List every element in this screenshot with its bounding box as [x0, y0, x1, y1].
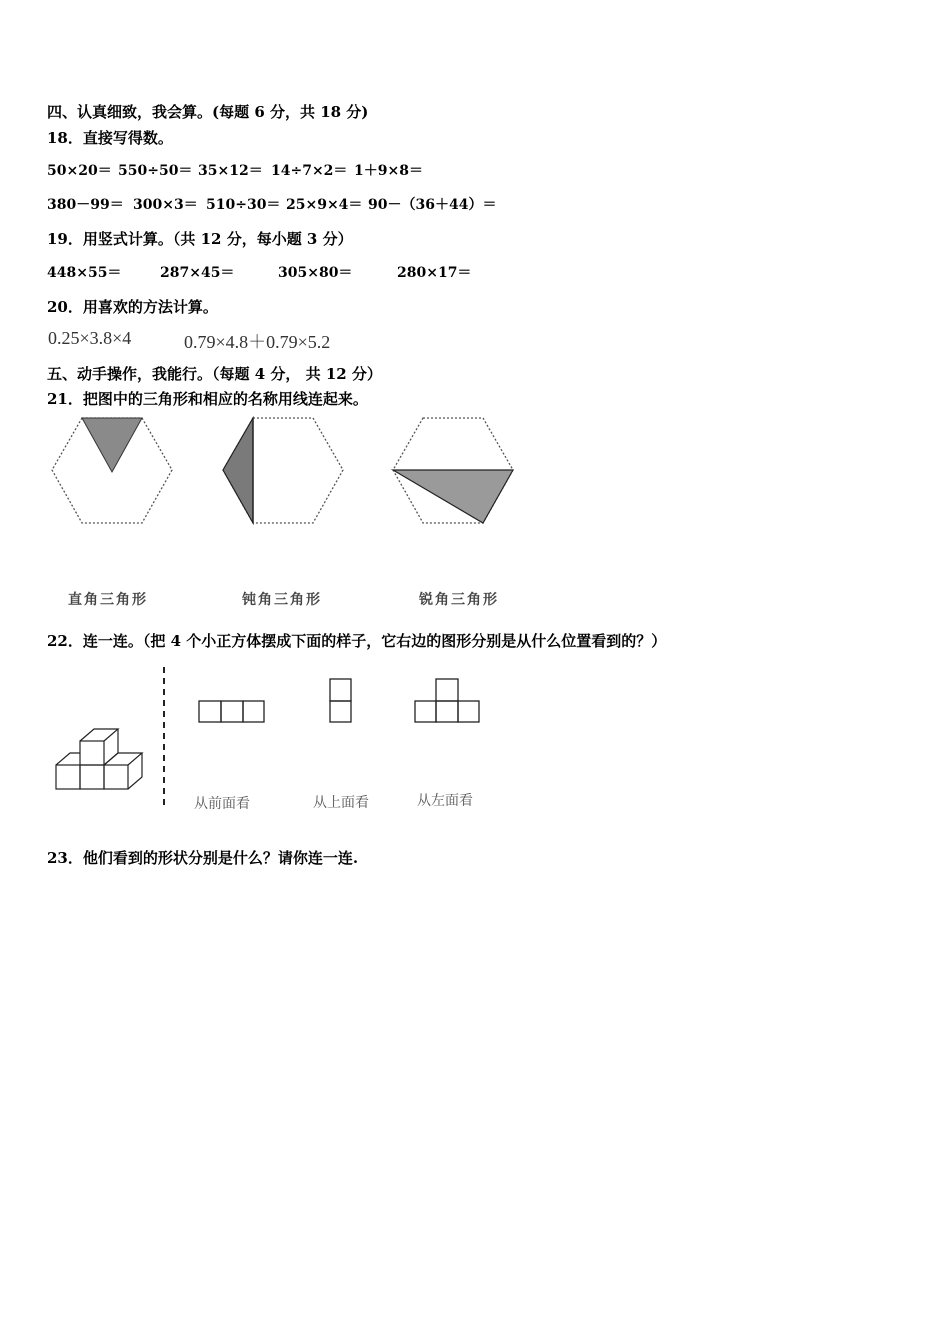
q18-expr: 550÷50＝	[118, 163, 193, 179]
section-5-heading: 五、动手操作，我能行。（每题 4 分， 共 12 分）	[47, 365, 382, 383]
q18-expr: 380－99＝	[47, 197, 124, 213]
top-view-shape	[330, 679, 351, 722]
label-acute-triangle: 锐角三角形	[419, 592, 499, 608]
q19-expr: 448×55＝	[47, 265, 122, 281]
question-19-title: 19．用竖式计算。（共 12 分，每小题 3 分）	[47, 230, 353, 248]
hexagon-figure-acute-center	[52, 418, 172, 523]
question-20-title: 20．用喜欢的方法计算。	[47, 298, 218, 316]
label-front-view: 从前面看	[194, 796, 250, 812]
front-view-shape	[199, 701, 264, 722]
question-21-title: 21．把图中的三角形和相应的名称用线连起来。	[47, 390, 368, 408]
q19-row	[47, 263, 547, 283]
q20-expr: 0.25×3.8×4	[48, 328, 132, 348]
q18-expr: 35×12＝	[198, 163, 263, 179]
label-obtuse-triangle: 钝角三角形	[242, 592, 322, 608]
section-4-heading: 四、认真细致，我会算。(每题 6 分，共 18 分)	[47, 103, 369, 121]
q18-expr: 50×20＝	[47, 163, 112, 179]
q19-expr: 280×17＝	[397, 265, 472, 281]
left-view-shape	[415, 679, 479, 722]
q18-expr: 510÷30＝	[206, 197, 281, 213]
q20-expr: 0.79×4.8＋0.79×5.2	[184, 332, 331, 352]
q18-expr: 1＋9×8＝	[354, 163, 423, 179]
label-right-triangle: 直角三角形	[68, 592, 148, 608]
stacked-cubes	[56, 729, 142, 789]
question-22-title: 22．连一连。（把 4 个小正方体摆成下面的样子，它右边的图形分别是从什么位置看到的？）	[47, 632, 667, 650]
hexagon-figure-bottom-triangle	[393, 418, 513, 523]
q19-expr: 287×45＝	[160, 265, 235, 281]
label-left-view: 从左面看	[417, 793, 473, 809]
q18-expr: 25×9×4＝	[286, 197, 363, 213]
q18-expr: 90－（36＋44）＝	[368, 197, 497, 213]
hexagon-figure-left-triangle	[223, 418, 343, 523]
q18-row-2	[47, 195, 547, 215]
question-18-title: 18．直接写得数。	[47, 129, 173, 147]
hexagon-figures	[40, 410, 540, 540]
question-23-title: 23．他们看到的形状分别是什么？请你连一连.	[47, 849, 359, 867]
label-top-view: 从上面看	[313, 795, 369, 811]
q18-row-1	[47, 161, 547, 181]
q18-expr: 300×3＝	[133, 197, 198, 213]
q19-expr: 305×80＝	[278, 265, 353, 281]
q18-expr: 14÷7×2＝	[271, 163, 348, 179]
